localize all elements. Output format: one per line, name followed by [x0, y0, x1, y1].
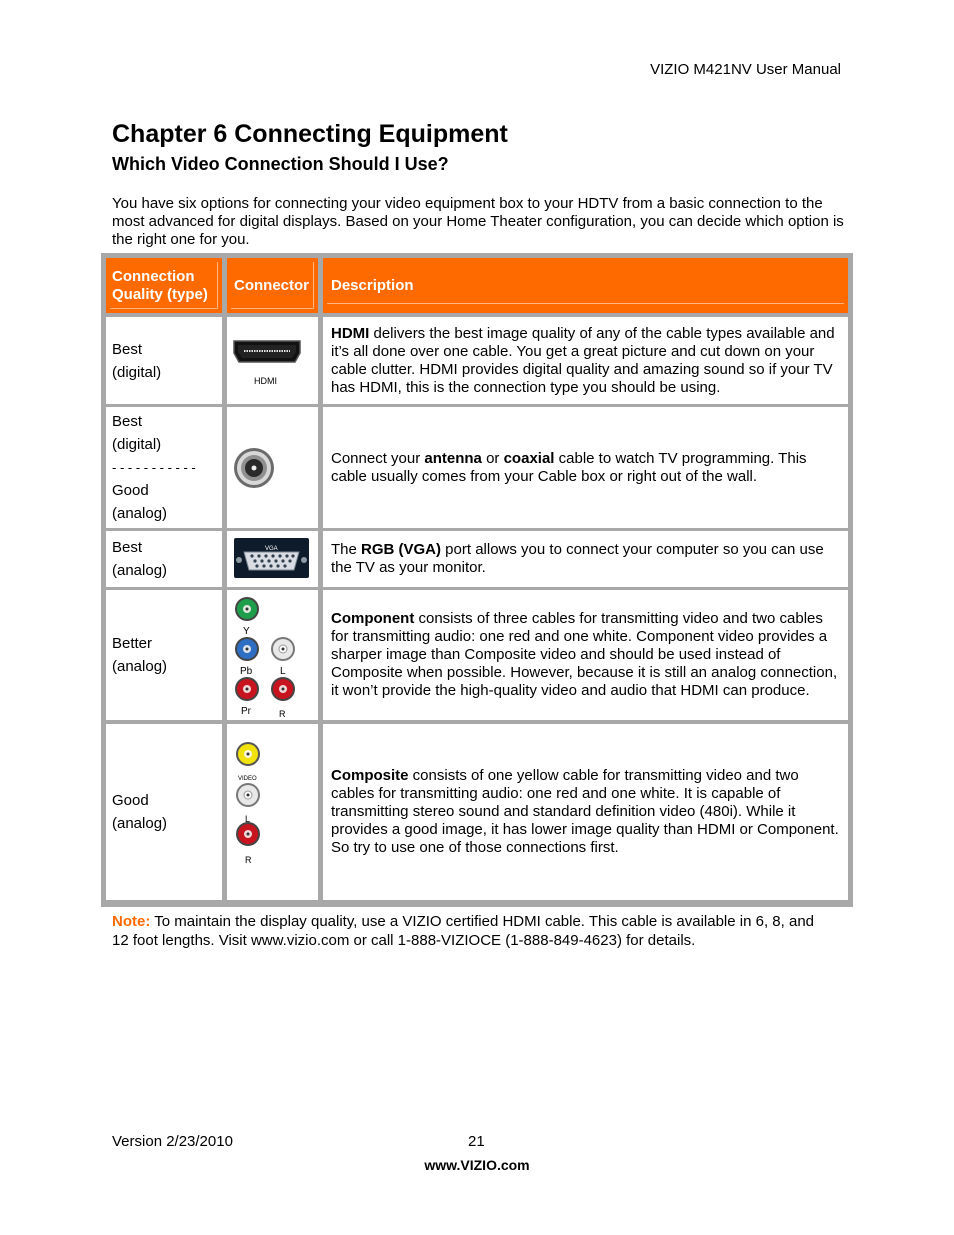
- jack-label: Pb: [240, 666, 253, 677]
- quality-text: (analog): [112, 505, 168, 522]
- chapter-title: Chapter 6 Connecting Equipment: [112, 120, 508, 148]
- desc-text: consists of one yellow cable for transmitting video and two cables for transmitting audio: one red and one white. It is capable of transmitting stereo sound and standard definition video (480i). While it provides a good image, it has lower image quality than HDMI or Component. So try to use one of those connections first.: [331, 767, 839, 856]
- quality-text: (digital): [112, 436, 162, 453]
- desc-bold: Composite: [331, 767, 409, 784]
- quality-text: Better: [112, 635, 153, 652]
- header-connector: [227, 258, 318, 313]
- row-coax-quality: [106, 407, 222, 528]
- row-component-quality: [106, 590, 222, 720]
- desc-text: cable to watch TV programming. This cable usually comes from your Cable box or right out of the wall.: [331, 449, 807, 485]
- manual-title: VIZIO M421NV User Manual: [650, 61, 841, 78]
- quality-text: Best: [112, 539, 143, 556]
- jack-label: L: [245, 814, 251, 824]
- header-quality: [106, 258, 222, 313]
- row-vga-connector: [227, 531, 318, 587]
- row-hdmi-quality: [106, 317, 222, 404]
- header-connector-label: Connector: [234, 277, 309, 294]
- jack-label: Pr: [241, 706, 251, 717]
- row-hdmi-description: [323, 317, 848, 404]
- row-vga-quality: [106, 531, 222, 587]
- desc-text: Connect your: [331, 449, 425, 467]
- note-label: Note:: [112, 913, 151, 930]
- header-quality-line1: Connection: [112, 268, 195, 285]
- hdmi-port-icon: [227, 317, 318, 404]
- jack-label: VIDEO: [238, 776, 257, 782]
- desc-bold: HDMI: [331, 324, 370, 342]
- quality-text: (analog): [112, 658, 168, 675]
- quality-text: Good: [112, 482, 149, 499]
- jack-label: L: [280, 666, 286, 677]
- row-component-description: [323, 590, 848, 720]
- jack-label: Y: [243, 626, 250, 637]
- jack-white-icon: [271, 637, 295, 661]
- quality-text: (analog): [112, 562, 168, 579]
- component-jacks-icon: [227, 590, 318, 720]
- row-hdmi-connector: [227, 317, 318, 404]
- header-quality-line2: Quality (type): [112, 286, 208, 303]
- desc-text: consists of three cables for transmitting video and two cables for transmitting audio: one red and one white. Component video provides a sharper image than Composite video and should be used instead of Composite when possible. However, because it is still an analog connection, it won’t provide the high-quality video and audio that HDMI can produce.: [331, 610, 838, 699]
- quality-text: (digital): [112, 363, 162, 381]
- row-coax-connector: [227, 407, 318, 528]
- row-composite-description: [323, 724, 848, 900]
- quality-text: (analog): [112, 815, 168, 832]
- intro-paragraph: You have six options for connecting your video equipment box to your HDTV from a basic connection to the most advanced for digital displays. Based on your Home Theater configuration, you can decide which option is the right one for you.: [112, 195, 844, 248]
- hdmi-label: HDMI: [254, 376, 277, 386]
- section-title: Which Video Connection Should I Use?: [112, 154, 449, 174]
- desc-bold: coaxial: [503, 449, 555, 467]
- jack-yellow-icon: [236, 742, 260, 766]
- note-paragraph: [112, 912, 832, 950]
- coaxial-port-icon: [227, 407, 318, 528]
- composite-jacks-icon: [227, 724, 318, 900]
- jack-label: R: [279, 709, 286, 719]
- quality-text: Best: [112, 413, 143, 430]
- desc-bold: antenna: [424, 449, 482, 467]
- connection-table: [101, 253, 853, 907]
- desc-text: The: [331, 541, 362, 558]
- quality-text: Best: [112, 340, 143, 358]
- header-description: [323, 258, 848, 313]
- desc-bold: Component: [331, 610, 415, 627]
- quality-text: Good: [112, 792, 149, 809]
- quality-divider: - - - - - - - - - - -: [112, 460, 196, 475]
- desc-text: or: [481, 449, 504, 467]
- note-text: To maintain the display quality, use a VIZIO certified HDMI cable. This cable is available in 6, 8, and 12 foot lengths. Visit www.vizio.com or call 1-888-VIZIOCE (1-888-849-4623) for details.: [112, 913, 814, 949]
- desc-bold: RGB (VGA): [361, 541, 442, 558]
- jack-green-icon: [235, 597, 259, 621]
- row-coax-description: [323, 407, 848, 528]
- row-composite-connector: [227, 724, 318, 900]
- row-composite-quality: [106, 724, 222, 900]
- footer-url: www.VIZIO.com: [424, 1157, 530, 1173]
- footer-version: Version 2/23/2010: [112, 1133, 233, 1150]
- desc-text: port allows you to connect your computer so you can use the TV as your monitor.: [331, 541, 824, 576]
- header-description-label: Description: [331, 277, 414, 294]
- row-vga-description: [323, 531, 848, 587]
- vga-label: VGA: [265, 546, 278, 552]
- page-number: 21: [468, 1133, 485, 1150]
- jack-label: R: [245, 855, 252, 865]
- row-component-connector: [227, 590, 318, 720]
- desc-text: delivers the best image quality of any of the cable types available and it’s all done over one cable. You get a great picture and cut down on your cable clutter. HDMI provides digital quality and amazing sound so if your TV has HDMI, this is the connection type you should be using.: [331, 324, 835, 396]
